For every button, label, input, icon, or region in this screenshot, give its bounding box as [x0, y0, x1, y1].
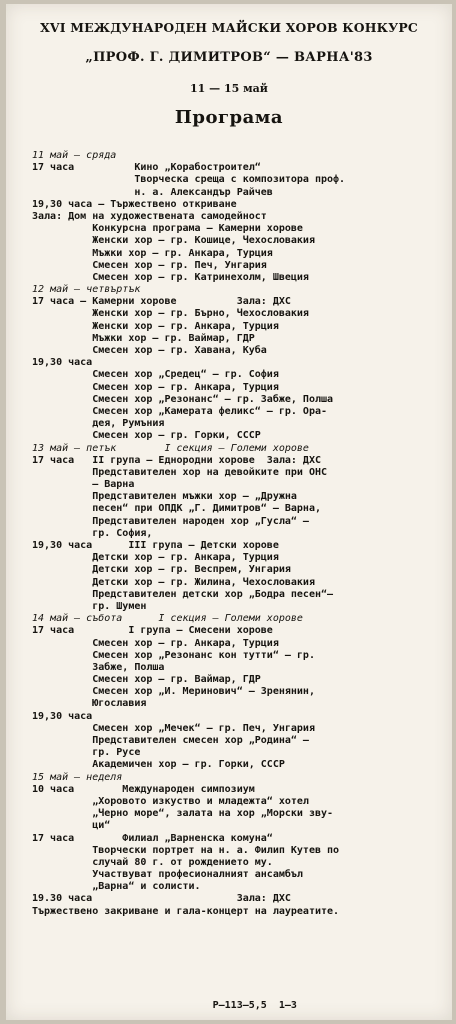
program-line: Творчески портрет на н. а. Филип Кутев по — [32, 844, 340, 856]
program-line: 17 часа Кино „Корабостроител“ — [32, 162, 261, 174]
contest-title: XVI МЕЖДУНАРОДЕН МАЙСКИ ХОРОВ КОНКУРС — [40, 20, 418, 35]
program-line: Смесен хор — гр. Катринехолм, Швеция — [32, 271, 309, 283]
program-line: Представителен детски хор „Бодра песен“— — [32, 588, 334, 600]
program-line: Детски хор — гр. Жилина, Чехословакия — [32, 576, 315, 588]
program-line: Представителен хор на девойките при ОНС — [32, 466, 328, 478]
program-line: гр. София, — [32, 527, 153, 539]
program-line: 17 часа I група — Смесени хорове — [32, 625, 273, 637]
print-code: Р—113—5,5 1—3 — [32, 1000, 297, 1011]
program-line: песен“ при ОПДК „Г. Димитров“ — Варна, — [32, 503, 321, 515]
program-line: Женски хор — гр. Кошице, Чехословакия — [32, 235, 315, 247]
program-title: Програма — [174, 107, 284, 128]
program-line: Смесен хор „И. Меринович“ — Зренянин, — [32, 686, 315, 698]
program-line: Югославия — [32, 698, 147, 710]
newspaper-clipping — [6, 4, 452, 1020]
program-line: Смесен хор „Камерата феликс“ — гр. Ора- — [32, 405, 328, 417]
program-line: Конкурсна програма — Камерни хорове — [32, 223, 303, 235]
program-line: случай 80 г. от рождението му. — [32, 856, 273, 868]
program-line: 19,30 часа — [32, 710, 93, 722]
program-line: Смесен хор — гр. Ваймар, ГДР — [32, 674, 261, 686]
day-heading: 13 май — петък I секция — Големи хорове — [32, 442, 309, 454]
program-line: гр. Шумен — [32, 600, 147, 612]
contest-dates: 11 — 15 май — [190, 82, 268, 95]
program-line: Женски хор — гр. Бърно, Чехословакия — [32, 308, 309, 320]
program-line: дея, Румъния — [32, 418, 165, 430]
program-line: 17 часа Филиал „Варненска комуна“ — [32, 832, 273, 844]
program-line: 19,30 часа III група — Детски хорове — [32, 540, 279, 551]
program-line: „Хоровото изкуство и младежта“ хотел — [32, 795, 309, 807]
program-line: Творческа среща с композитора проф. — [32, 174, 346, 186]
program-line: Смесен хор — гр. Хавана, Куба — [32, 345, 267, 356]
program-line: 17 часа — Камерни хорове Зала: ДХС — [32, 296, 291, 308]
program-line: Смесен хор „Средец“ — гр. София — [32, 369, 279, 381]
program-line: Детски хор — гр. Веспрем, Унгария — [32, 564, 291, 576]
program-line: 19,30 часа — Тържествено откриване — [32, 198, 237, 210]
program-line: Смесен хор „Резонанс“ — гр. Забже, Полша — [32, 393, 334, 405]
program-line: Тържествено закриване и гала-концерт на лауреатите. — [32, 905, 340, 917]
program-line: Смесен хор — гр. Анкара, Турция — [32, 381, 279, 393]
program-line: Смесен хор „Мечек“ — гр. Печ, Унгария — [32, 722, 315, 734]
program-body — [32, 150, 442, 918]
program-line: Академичен хор — гр. Горки, СССР — [32, 759, 285, 771]
program-line: Смесен хор — гр. Печ, Унгария — [32, 259, 267, 271]
program-line: „Варна“ и солисти. — [32, 881, 201, 893]
program-line: — Варна — [32, 479, 135, 491]
program-line: Смесен хор — гр. Горки, СССР — [32, 430, 261, 442]
program-line: 19,30 часа — [32, 357, 93, 369]
program-line: Участвуват професионалният ансамбъл — [32, 869, 303, 881]
program-line: 10 часа Международен симпозиум — [32, 783, 255, 795]
program-line: Представителен мъжки хор — „Дружна — [32, 491, 297, 503]
program-line: Женски хор — гр. Анкара, Турция — [32, 320, 279, 332]
program-line: Смесен хор — гр. Анкара, Турция — [32, 637, 279, 649]
program-line: Представителен смесен хор „Родина“ — — [32, 735, 309, 746]
day-heading: 11 май — сряда — [32, 150, 117, 161]
program-line: н. а. Александър Райчев — [32, 186, 273, 198]
program-line: „Черно море“, залата на хор „Морски зву- — [32, 808, 334, 820]
day-heading: 15 май — неделя — [32, 771, 123, 783]
day-heading: 12 май — четвъртък — [32, 284, 141, 296]
program-line: Детски хор — гр. Анкара, Турция — [32, 552, 279, 564]
program-line: гр. Русе — [32, 747, 141, 759]
program-line: Смесен хор „Резонанс кон тутти“ — гр. — [32, 649, 315, 661]
program-line: ци“ — [32, 820, 111, 832]
program-line: Мъжки хор — гр. Анкара, Турция — [32, 247, 273, 259]
program-line: 17 часа II група — Еднородни хорове Зала: ДХС — [32, 454, 321, 466]
program-line: Забже, Полша — [32, 661, 165, 673]
program-line: Зала: Дом на художествената самодейност — [32, 210, 267, 222]
program-line: Представителен народен хор „Гусла“ — — [32, 515, 309, 527]
program-line: Мъжки хор — гр. Ваймар, ГДР — [32, 332, 255, 344]
program-line: 19.30 часа Зала: ДХС — [32, 893, 291, 905]
contest-name: „ПРОФ. Г. ДИМИТРОВ“ — ВАРНА'83 — [85, 50, 373, 65]
day-heading: 14 май — събота I секция — Големи хорове — [32, 613, 303, 625]
